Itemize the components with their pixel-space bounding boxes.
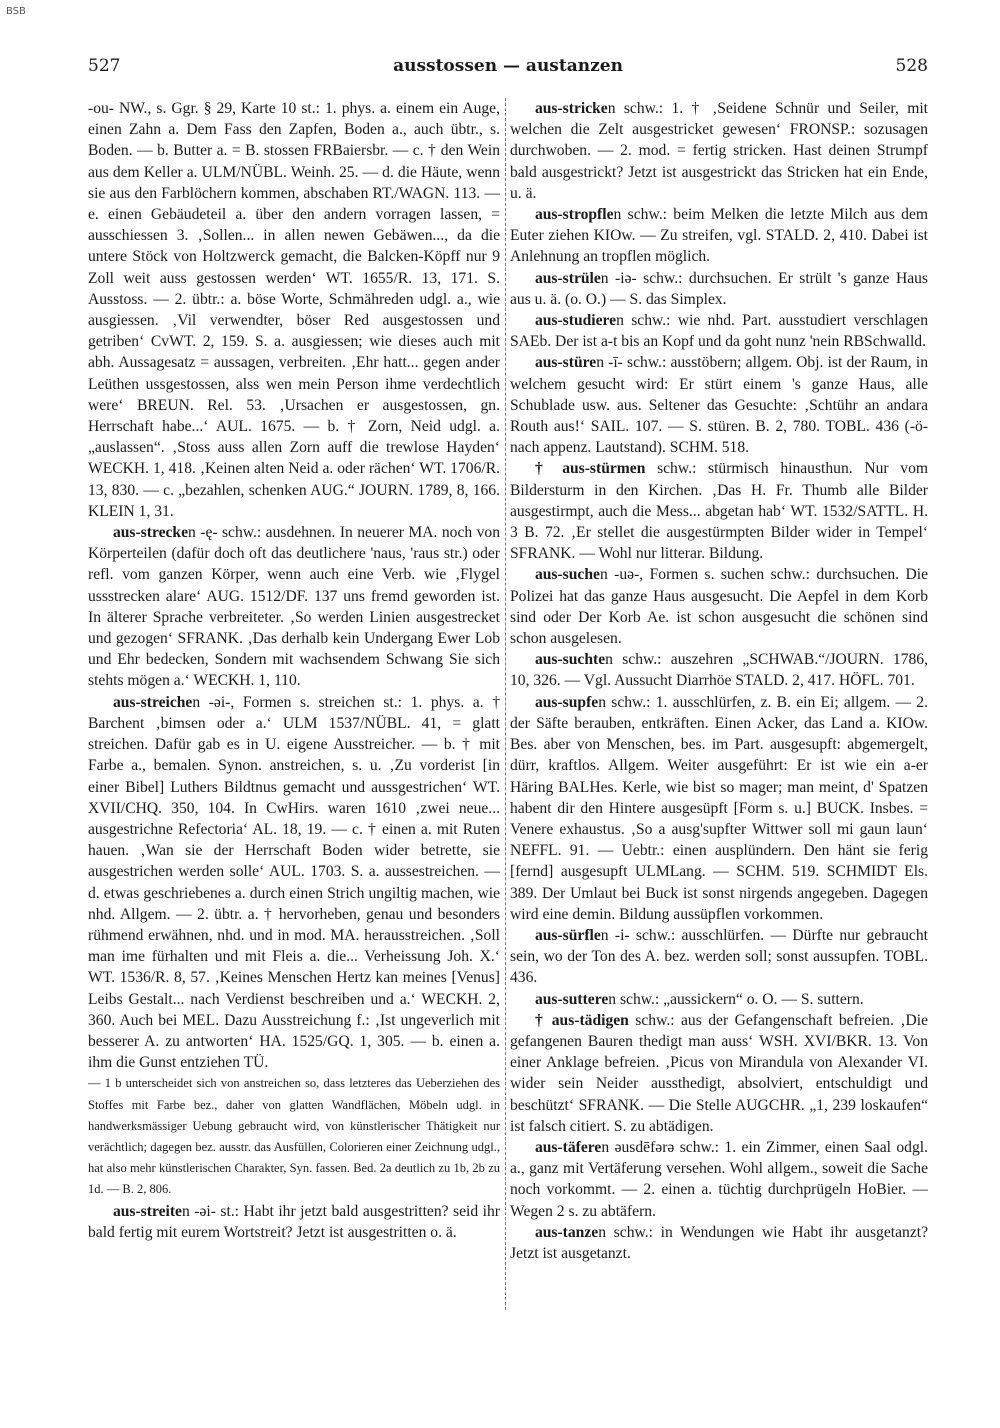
right-column [510, 98, 928, 1264]
entry-text: — 1 b unterscheidet sich von anstreichen so, dass letzteres das Ueberziehen des Stoffes mit Farbe bez., daher von glatten Wandflächen, Möbeln udgl. in handwerksmässiger Uebung gebraucht wird, von künstlerischer Thätigkeit nur verächtlich; dagegen bez. ausstr. das Ausfüllen, Colorieren einer Zeichnung udgl., hat also mehr künstlerischen Charakter, Syn. fassen. Bed. 2a deutlich zu 1b, 2b zu 1d. — B. 2, 806. [88, 1076, 500, 1197]
entry-text: n schw.: 1. ausschlürfen, z. B. ein Ei; allgem. — 2. der Säfte berauben, entkräften. Einen Acker, das Land a. KIOw. Bes. aber von Menschen, bes. im Part. ausgesupft: abgemergelt, dürr, kraftlos. Allgem. Weiter ausgeführt: Er ist wie ein a-er Häring BALHes. Kerle, wie bist so mager; man meint, d' Spatzen habent dir den Hintere ausgesüpft [Form s. u.] BUCK. Insbes. = Venere exhaustus. ‚So a ausg'supfter Wittwer soll mi gaun laun‘ NEFFL. 91. — Uebtr.: einen ausplündern. Den hänt sie ferig [fernd] ausgesupft ULMLang. — SCHM. 519. SCHMIDT Els. 389. Der Umlaut bei Buck ist sonst nirgends angegeben. Dagegen wird eine demin. Bildung aussüpflen vorkommen. [510, 693, 928, 923]
library-stamp: BSB [6, 6, 26, 17]
dictionary-entry [510, 352, 928, 458]
dictionary-entry [510, 1137, 928, 1222]
dictionary-entry [510, 204, 928, 268]
entry-text: -ou- NW., s. Ggr. § 29, Karte 10 st.: 1. phys. a. einem ein Auge, einen Zahn a. Dem Fass den Zapfen, Boden a., auch übtr., s. Boden. — b. Butter a. = B. stossen FRBaiersbr. — c. † den Wein aus dem Keller a. ULM/NÜBL. Weinh. 25. — d. die Häute, wenn sie aus den Farblöchern kommen, abschaben RT./WAGN. 113. — e. einen Gebäudeteil a. über den andern vorragen lassen, = ausschiessen 3. ‚Sollen... in allen newen Gebäwen..., da die untere Stöck von Holtzwerck gemacht, die Balcken-Köpff nur 9 Zoll weit auss gestossen werden‘ WT. 1655/R. 13, 171. S. Ausstoss. — 2. übtr.: a. böse Worte, Schmähreden udgl. a., wie ausgiessen. ‚Vil verwendter, böser Red ausgestossen und getriben‘ CvWT. 2, 159. S. a. ausgiessen; wie dieses auch mit abh. Aussagesatz = aussagen, verbreiten. ‚Ehr hatt... gegen ander Leüthen ussgestossen, alss wen mein Person ihme verdechtlich were‘ BREUN. Rel. 53. ‚Ursachen er ausgestossen, gn. Herrschaft habe...‘ AUL. 1675. — b. † Zorn, Neid udgl. a. „auslassen“. ‚Stoss auss allen Zorn auff die trewlose Hayden‘ WECKH. 1, 418. ‚Keinen alten Neid a. oder rächen‘ WT. 1706/R. 13, 830. — c. „bezahlen, schenken AUG.“ JOURN. 1789, 8, 166. KLEIN 1, 31. [88, 100, 500, 520]
entry-text: n schw.: beim Melken die letzte Milch aus dem Euter ziehen KIOw. — Zu streifen, vgl. STALD. 2, 410. Dabei ist Anlehnung an tropflen möglich. [510, 206, 928, 266]
dictionary-entry [510, 925, 928, 989]
entry-headword: aus-suttere [534, 990, 609, 1008]
entry-text: n -əi-, Formen s. streichen st.: 1. phys. a. † Barchent ‚bimsen oder a.‘ ULM 1537/NÜBL. 41, = glatt streichen. Dafür gab es in U. eigene Ausstreicher. — b. † mit Farbe a., bemalen. Synon. anstreichen, s. u. ‚Zu vorderist [in einer Bibel] Luthers Bildtnus gemacht und aussgestrichen‘ WT. XVII/CHQ. 350, 104. In CwHirs. waren 1610 ‚zwei neue... ausgestrichne Refectoria‘ AL. 18, 19. — c. † einen a. mit Ruten hauen. ‚Wan sie der Herrschaft Boden wider betrette, sie ausgestrichen werden solle‘ AUL. 1703. S. a. aussestreichen. — d. etwas geschriebenes a. durch einen Strich ungiltig machen, wie nhd. Allgem. — 2. übtr. a. † hervorheben, genau und besonders rühmend erwähnen, nhd. und in mod. MA. herausstreichen. ‚Soll man ime fürhalten und mit Fleis a. die... Verheissung Joh. X.‘ WT. 1536/R. 8, 57. ‚Keines Menschen Hertz kan meines [Venus] Leibs Gestalt... nach Verdienst beschreiben und a.‘ WECKH. 2, 360. Auch bei MEL. Dazu Ausstreichung f.: ‚Ist ungeverlich mit besserer A. zu antworten‘ HA. 1525/GQ. 1, 305. — b. einen a. ihm die Gunst entziehen TÜ. [88, 693, 500, 1072]
entry-text: n əusdēfərə schw.: 1. ein Zimmer, einen Saal odgl. a., ganz mit Vertäferung versehen. Wohl allgem., soweit die Sache noch vorkommt. — 2. einen a. tüchtig durchprügeln HoBier. — Wegen 2 s. zu abtäfern. [510, 1138, 928, 1220]
entry-text: n schw.: in Wendungen wie Habt ihr ausgetanzt? Jetzt ist ausgetanzt. [510, 1223, 928, 1262]
dictionary-entry [510, 989, 928, 1010]
running-title: ausstossen — austanzen [393, 56, 623, 76]
entry-headword: aus-streiche [112, 693, 193, 711]
dictionary-entry [510, 692, 928, 925]
entry-headword: aus-suche [534, 566, 600, 584]
entry-text: n -ī- schw.: ausstöbern; allgem. Obj. ist der Raum, in welchem gesucht wird: Er stürt einem 's ganze Haus, alle Schublade usw. aus. Seltener das Gesuchte: ‚Schtühr an andara Routh aus!‘ SAIL. 107. — S. stüren. B. 2, 780. TOBL. 436 (-ö- nach appenz. Lautstand). SCHM. 518. [510, 354, 928, 457]
entry-headword: aus-suchte [534, 651, 606, 669]
dictionary-entry [510, 268, 928, 310]
entry-text: n -uə-, Formen s. suchen schw.: durchsuchen. Die Polizei hat das ganze Haus ausgesucht. Die Aepfel in dem Korb sind oder Der Korb Ae. ist schon ausgesucht die schönen sind schon ausgelesen. [510, 566, 928, 648]
entry-headword: aus-stüre [534, 354, 597, 372]
dictionary-entry [88, 692, 500, 1074]
entry-text: schw.: aus der Gefangenschaft befreien. ‚Die gefangenen Bauren thedigt man auss‘ WSH. XVI/BKR. 13. Von einer Anklage befreien. ‚Picus von Mirandula von Alexander VI. wider sein Neider aussthedigt, absolviert, entschuldigt und beschützt‘ SFRANK. — Die Stelle AUGCHR. „1, 239 loskaufen“ ist falsch citiert. S. zu abtädigen. [510, 1011, 928, 1135]
entry-text: n schw.: 1. † ‚Seidene Schnür und Seiler, mit welchen die Zelt ausgestricket gewesen‘ FRONSP.: sozusagen durchwoben. — 2. mod. = fertig stricken. Hast deinen Strumpf bald ausgestrickt? Jetzt ist ausgestrickt das Stricken hat ein Ende, u. ä. [510, 100, 928, 202]
entry-headword: aus-tanze [534, 1223, 599, 1241]
entry-headword: aus-sürfle [534, 926, 601, 944]
page-header [88, 56, 928, 80]
page-number-left: 527 [88, 56, 121, 76]
entry-text: n schw.: auszehren „SCHWAB.“/JOURN. 1786, 10, 326. — Vgl. Aussucht Diarrhöe STALD. 2, 417. HÖFL. 701. [510, 651, 928, 690]
entry-text: n -ę- schw.: ausdehnen. In neuerer MA. noch von Körperteilen (dafür doch oft das deutlichere 'naus, 'raus str.) oder refl. vom ganzen Körper, wenn auch eine Verb. wie ‚Flygel ussstrecken alare‘ AUG. 1512/DF. 137 uns fremd geworden ist. In älterer Sprache verbreiteter. ‚So werden Linien ausgestrecket und gezogen‘ SFRANK. ‚Das derhalb kein Undergang Ewer Lob und Ehr bedecken, Sondern mit wachsendem Schwang Sie sich stehts mögen a.‘ WECKH. 1, 110. [88, 524, 500, 690]
entry-headword: aus-streite [112, 1202, 182, 1220]
entry-text: n schw.: wie nhd. Part. ausstudiert verschlagen SAEb. Der ist a-t bis an Kopf und da goht nunz 'nein RBSchwalld. [510, 312, 928, 351]
entry-headword: † aus-tädigen [534, 1011, 629, 1029]
column-divider [505, 98, 507, 1310]
entry-text: schw.: stürmisch hinausthun. Nur vom Bildersturm in den Kirchen. ‚Das H. Fr. Thumb alle Bilder ausgestirmpt, auch die Mess... abgetan hab‘ WT. 1532/SATTL. H. 3 B. 72. ‚Er stellet die ausgestürmpten Bilder wider in Tempel‘ SFRANK. — Wohl nur litterar. Bildung. [510, 460, 928, 563]
page-number-right: 528 [895, 56, 928, 76]
entry-headword: aus-strüle [534, 269, 601, 287]
entry-headword: † aus-stürmen [534, 460, 646, 478]
entry-text: n -əi- st.: Habt ihr jetzt bald ausgestritten? seid ihr bald fertig mit eurem Wortstreit? Jetzt ist ausgestritten o. ä. [88, 1202, 500, 1241]
entry-text: n -iə- schw.: durchsuchen. Er strült 's ganze Haus aus u. ä. (o. O.) — S. das Simplex. [510, 269, 928, 308]
entry-headword: aus-stricke [534, 100, 608, 117]
entry-headword: aus-stropfle [534, 206, 614, 224]
entry-headword: aus-strecke [112, 524, 189, 542]
dictionary-entry [88, 1073, 500, 1200]
dictionary-entry [88, 522, 500, 692]
dictionary-entry [510, 458, 928, 564]
entry-text: n -i- schw.: ausschlürfen. — Dürfte nur gebraucht sein, wo der Ton des A. bez. werden soll; sonst aussupfen. TOBL. 436. [510, 926, 928, 987]
left-column [88, 98, 500, 1243]
dictionary-entry [510, 564, 928, 649]
dictionary-entry [510, 1010, 928, 1137]
dictionary-entry [510, 1222, 928, 1264]
dictionary-entry [88, 98, 500, 522]
entry-headword: aus-täfere [534, 1138, 602, 1156]
entry-text: n schw.: „aussickern“ o. O. — S. suttern. [608, 990, 864, 1008]
entry-headword: aus-studiere [534, 312, 617, 330]
dictionary-entry [510, 98, 928, 204]
dictionary-entry [88, 1201, 500, 1243]
dictionary-entry [510, 310, 928, 352]
dictionary-entry [510, 649, 928, 691]
entry-headword: aus-supfe [534, 693, 599, 711]
